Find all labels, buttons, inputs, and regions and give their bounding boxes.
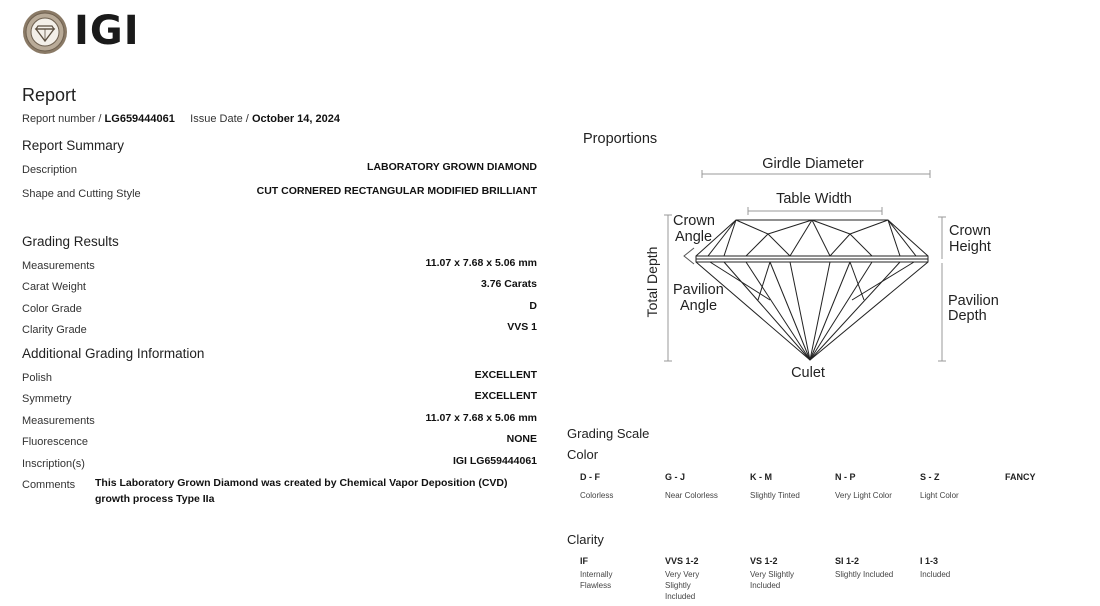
color-scale-code: K - M (750, 472, 772, 482)
color-scale-item (920, 472, 959, 501)
color-scale-item (750, 472, 800, 501)
description-label: Description (22, 164, 78, 176)
comments-value: This Laboratory Grown Diamond was created by Chemical Vapor Deposition (CVD) growth process Type IIa (95, 477, 508, 505)
proportions-title: Proportions (583, 131, 658, 147)
color-scale-desc: Slightly Tinted (750, 491, 800, 500)
angle-indicator-icon (684, 248, 694, 264)
color-scale-title: Color (567, 447, 599, 462)
clarity-scale-item (920, 556, 980, 580)
clarity-scale-item (750, 556, 810, 591)
diamond-proportions-diagram (630, 148, 1030, 388)
issue-date: October 14, 2024 (251, 113, 340, 125)
pavilion-angle-label-1: Pavilion (673, 282, 724, 298)
color-scale-item (835, 472, 892, 501)
issue-date-label: Issue Date / (190, 113, 249, 125)
clarity-scale-code: I 1-3 (920, 556, 939, 566)
culet-label: Culet (791, 365, 825, 381)
fluorescence-value: NONE (506, 433, 537, 445)
clarity-scale-code: VS 1-2 (750, 556, 778, 566)
description-value: LABORATORY GROWN DIAMOND (367, 161, 537, 173)
symmetry-value: EXCELLENT (474, 390, 537, 402)
report-heading: Report (22, 85, 77, 105)
shape-label: Shape and Cutting Style (22, 188, 141, 200)
color-grade-value: D (529, 300, 537, 312)
color-scale-desc: Colorless (580, 491, 614, 500)
color-scale-item (665, 472, 718, 501)
color-scale-code: D - F (580, 472, 600, 482)
clarity-scale-item (665, 556, 720, 602)
color-scale-item (580, 472, 613, 501)
color-scale-desc: Near Colorless (665, 491, 718, 500)
pavilion-depth-label-2: Depth (948, 308, 987, 324)
crown-angle-label-1: Crown (673, 213, 715, 229)
table-width-label: Table Width (776, 191, 852, 207)
color-scale-code: G - J (665, 472, 686, 482)
measurements-value: 11.07 x 7.68 x 5.06 mm (425, 257, 537, 269)
clarity-scale-desc: Slightly Included (835, 570, 894, 579)
clarity-scale-desc: Included (920, 570, 951, 579)
grading-results-title: Grading Results (22, 234, 119, 249)
clarity-scale-code: SI 1-2 (835, 556, 860, 566)
clarity-scale-code: IF (580, 556, 588, 566)
girdle-diameter-label: Girdle Diameter (762, 156, 864, 172)
color-scale-code: N - P (835, 472, 856, 482)
report-number: LG659444061 (104, 113, 175, 125)
carat-weight-label: Carat Weight (22, 281, 86, 293)
clarity-scale-desc: Very Slightly Included (750, 570, 795, 590)
crown-angle-label-2: Angle (675, 229, 713, 245)
color-scale-code: S - Z (920, 472, 940, 482)
total-depth-label: Total Depth (644, 246, 660, 318)
crown-height-label-2: Height (949, 239, 991, 255)
shape-value: CUT CORNERED RECTANGULAR MODIFIED BRILLIANT (256, 185, 537, 197)
inscription-value: IGI LG659444061 (452, 455, 537, 467)
grading-scale-title: Grading Scale (567, 426, 650, 441)
clarity-scale-title: Clarity (567, 532, 604, 547)
clarity-scale-item (580, 556, 640, 591)
measurements-2-label: Measurements (22, 415, 95, 427)
color-scale-desc: Light Color (920, 491, 959, 500)
report-summary-title: Report Summary (22, 138, 125, 153)
carat-weight-value: 3.76 Carats (480, 278, 537, 290)
color-scale-item (1005, 472, 1036, 490)
fluorescence-label: Fluorescence (22, 436, 89, 448)
clarity-scale-desc: Internally Flawless (580, 570, 613, 590)
comments-label: Comments (22, 479, 76, 491)
color-scale-code: FANCY (1005, 472, 1036, 482)
additional-info-title: Additional Grading Information (22, 346, 205, 361)
color-grade-label: Color Grade (22, 303, 82, 315)
clarity-scale-code: VVS 1-2 (665, 556, 699, 566)
igi-seal-logo (22, 9, 68, 55)
brand-logo-text: IGI (74, 8, 140, 54)
measurements-label: Measurements (22, 260, 95, 272)
report-meta (22, 113, 340, 125)
polish-value: EXCELLENT (474, 369, 537, 381)
clarity-grade-label: Clarity Grade (22, 324, 87, 336)
polish-label: Polish (22, 372, 52, 384)
clarity-scale-item (835, 556, 895, 580)
color-scale-desc: Very Light Color (835, 491, 892, 500)
symmetry-label: Symmetry (22, 393, 72, 405)
clarity-scale-desc: Very Very Slightly Included (665, 570, 700, 601)
clarity-grade-value: VVS 1 (507, 321, 537, 333)
report-number-label: Report number / (22, 113, 102, 125)
diamond-shape-icon (696, 220, 928, 360)
pavilion-angle-label-2: Angle (680, 298, 718, 314)
crown-height-label-1: Crown (949, 223, 991, 239)
pavilion-depth-label-1: Pavilion (948, 293, 999, 309)
measurements-2-value: 11.07 x 7.68 x 5.06 mm (425, 412, 537, 424)
inscription-label: Inscription(s) (22, 458, 85, 470)
